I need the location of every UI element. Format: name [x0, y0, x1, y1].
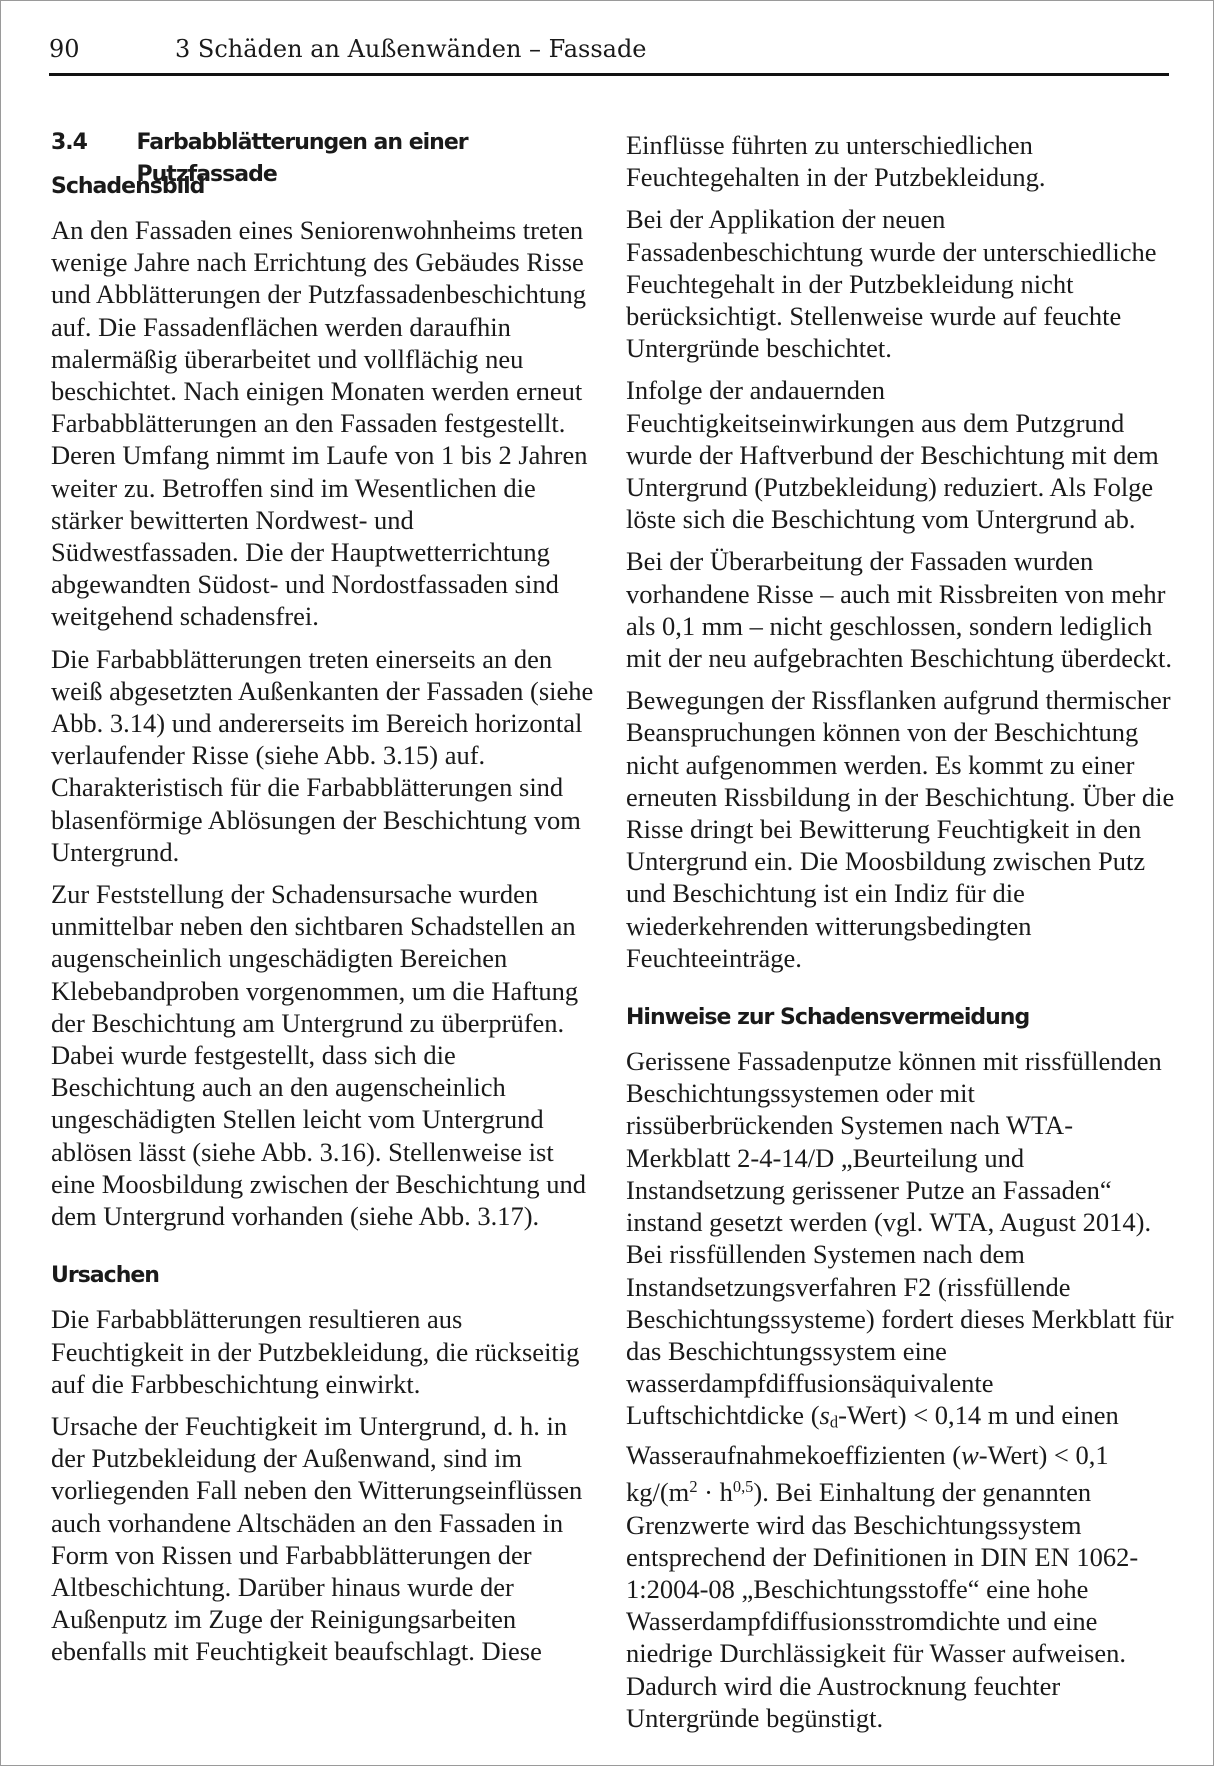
paragraph: An den Fassaden eines Seniorenwohnheims treten wenige Jahre nach Errichtung des Gebäudes Risse und Abblätterungen der Putzfassadenbeschichtung auf. Die Fassadenflächen werden daraufhin malermäßig überarbeitet und vollflächig neu beschichtet. Nach einigen Monaten werden erneut Farbabblätterungen an den Fassaden festgestellt. Deren Umfang nimmt im Laufe von 1 bis 2 Jahren weiter zu. Betroffen sind im Wesentlichen die stärker bewitterten Nordwest- und Südwestfassaden. Die der Hauptwetterrichtung abgewandten Südost- und Nordostfassaden sind weitgehend schadensfrei.	[51, 215, 588, 632]
paragraph-hinweise	[626, 1045, 1176, 1734]
left-column	[51, 127, 601, 1678]
page-number: 90	[49, 35, 80, 63]
sd-symbol: s	[819, 1400, 830, 1431]
paragraph: Die Farbabblätterungen treten einerseits an den weiß abgesetzten Außenkanten der Fassaden (siehe Abb. 3.14) und andererseits im Bereich horizontal verlaufender Risse (siehe Abb. 3.15) auf. Charakteristisch für die Farbabblätterungen sind blasenförmige Ablösungen der Beschichtung vom Untergrund.	[51, 643, 594, 867]
section-title: Farbabblätterungen an einer Putzfassade	[136, 130, 468, 187]
right-column	[626, 129, 1176, 1744]
heading-hinweise: Hinweise zur Schadensvermeidung	[626, 1005, 1030, 1031]
paragraph: Einflüsse führten zu unterschiedlichen Feuchtegehalten in der Putzbekleidung.	[626, 130, 1046, 193]
text-segment: · h	[697, 1477, 733, 1508]
text-segment: ). Bei Einhaltung der genannten Grenzwerte wird das Beschichtungssystem entsprechend der Definitionen in DIN EN 1062-1:2004-08 „Beschichtungsstoffe“ eine hohe Wasserdampfdiffusionsstromdichte und eine niedrige Durchlässigkeit für Wasser aufweisen. Dadurch wird die Austrocknung feuchter Untergründe begünstigt.	[626, 1477, 1139, 1733]
paragraph: Zur Feststellung der Schadensursache wurden unmittelbar neben den sichtbaren Schadstellen an augenscheinlich ungeschädigten Bereichen Klebebandproben vorgenommen, um die Haftung der Beschichtung am Untergrund zu überprüfen. Dabei wurde festgestellt, dass sich die Beschichtung auch an den augenscheinlich ungeschädigten Stellen leicht vom Untergrund ablösen lässt (siehe Abb. 3.16). Stellenweise ist eine Moosbildung zwischen der Beschichtung und dem Untergrund vorhanden (siehe Abb. 3.17).	[51, 879, 587, 1232]
heading-schadensbild: Schadensbild	[51, 174, 205, 199]
exponent-superscript: 0,5	[732, 1477, 754, 1497]
paragraph: Infolge der andauernden Feuchtigkeitseinwirkungen aus dem Putzgrund wurde der Haftverbund der Beschichtung mit dem Untergrund (Putzbekleidung) reduziert. Als Folge löste sich die Beschichtung vom Untergrund ab.	[626, 375, 1159, 535]
text-segment: -Wert) < 0,14 m und einen Wasseraufnahmekoeffizienten (	[626, 1400, 1119, 1471]
paragraph: Bei der Applikation der neuen Fassadenbeschichtung wurde der unterschiedliche Feuchtegehalt in der Putzbekleidung nicht berücksichtigt. Stellenweise wurde auf feuchte Untergründe beschichtet.	[626, 204, 1157, 364]
paragraph: Bei der Überarbeitung der Fassaden wurden vorhandene Risse – auch mit Rissbreiten von mehr als 0,1 mm – nicht geschlossen, sondern lediglich mit der neu aufgebrachten Beschichtung überdeckt.	[626, 546, 1172, 674]
paragraph: Ursache der Feuchtigkeit im Untergrund, d. h. in der Putzbekleidung der Außenwand, sind im vorliegenden Fall neben den Witterungseinflüssen auch vorhandene Altschäden an den Fassaden in Form von Rissen und Farbabblätterungen der Altbeschichtung. Darüber hinaus wurde der Außenputz im Zuge der Reinigungsarbeiten ebenfalls mit Feuchtigkeit beaufschlagt. Diese	[51, 1410, 583, 1667]
heading-ursachen: Ursachen	[51, 1263, 159, 1289]
sd-subscript: d	[829, 1412, 839, 1432]
paragraph: Bewegungen der Rissflanken aufgrund thermischer Beanspruchungen können von der Beschichtung nicht aufgenommen werden. Es kommt zu einer erneuten Rissbildung in der Beschichtung. Über die Risse dringt bei Bewitterung Feuchtigkeit in den Untergrund ein. Die Moosbildung zwischen Putz und Beschichtung ist ein Indiz für die wiederkehrenden witterungsbedingten Feuchteeinträge.	[626, 685, 1175, 973]
text-segment: Gerissene Fassadenputze können mit rissfüllenden Beschichtungssystemen oder mit rissüberbrückenden Systemen nach WTA-Merkblatt 2-4-14/D „Beurteilung und Instandsetzung gerissener Putze an Fassaden“ instand gesetzt werden (vgl. WTA, August 2014). Bei rissfüllenden Systemen nach dem Instandsetzungsverfahren F2 (rissfüllende Beschichtungssysteme) fordert dieses Merkblatt für das Beschichtungssystem eine wasserdampfdiffusionsäquivalente Luftschichtdicke (	[626, 1046, 1174, 1431]
page-header	[49, 31, 1169, 76]
text-segment: -Wert) < 0,1 kg/(m	[626, 1440, 1109, 1508]
section-number: 3.4	[51, 130, 87, 155]
running-title: 3 Schäden an Außenwänden – Fassade	[175, 35, 647, 63]
square-superscript: 2	[689, 1477, 698, 1497]
w-symbol: w	[961, 1440, 979, 1471]
paragraph: Die Farbabblätterungen resultieren aus Feuchtigkeit in der Putzbekleidung, die rückseitig auf die Farbbeschichtung einwirkt.	[51, 1304, 580, 1399]
